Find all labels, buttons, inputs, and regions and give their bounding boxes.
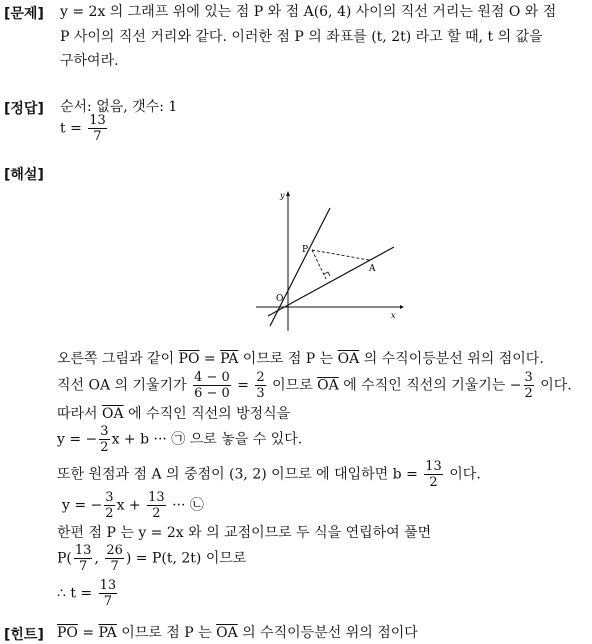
origin-label: O (276, 294, 284, 304)
denominator: 7 (103, 594, 113, 609)
answer-t-prefix: t = (60, 120, 82, 137)
numerator: 26 (106, 543, 123, 558)
solution-line-6 (62, 490, 204, 521)
answer-num: 13 (89, 113, 106, 128)
hint-label: [힌트] (4, 627, 44, 643)
line-oa (268, 247, 394, 316)
text: 오른쪽 그림과 같이 (57, 351, 175, 367)
text: 의 수직이등분선 위의 점이다 (242, 625, 418, 641)
segment-oa: $\overline{OA}$ (216, 625, 238, 641)
fraction (255, 370, 265, 401)
text: 에 수직인 직선의 기울기는 − (343, 377, 522, 394)
denominator: 2 (105, 506, 114, 521)
y-axis-label: y (280, 191, 285, 200)
text: , (94, 550, 99, 567)
text: P( (57, 550, 72, 567)
text: y = − (62, 497, 103, 514)
segment-po: $\overline{PO}$ (57, 625, 78, 641)
text: 에 수직인 직선의 방정식을 (128, 406, 291, 422)
text: 이다. (540, 377, 572, 394)
problem-label: [문제] (4, 6, 44, 22)
text: ∴ t = (57, 585, 93, 602)
text: 따라서 (57, 406, 98, 422)
y-axis-arrow (286, 191, 290, 196)
problem-line-3: 구하여라. (60, 53, 119, 69)
numerator: 4 − 0 (194, 370, 230, 385)
fraction (104, 490, 114, 521)
fraction (99, 424, 109, 455)
text: y = − (57, 431, 98, 448)
answer-den: 7 (93, 129, 102, 144)
denominator: 7 (110, 559, 119, 574)
right-angle-mark (324, 272, 330, 276)
fraction (193, 370, 231, 401)
denominator: 6 − 0 (194, 386, 230, 401)
numerator: 13 (148, 490, 165, 505)
numerator: 3 (524, 370, 533, 385)
text: 이므로 (272, 377, 313, 394)
text: 이므로 점 P 는 (121, 625, 212, 641)
text: ) = P(t, 2t) 이므로 (125, 550, 247, 567)
text: 이다. (449, 466, 481, 483)
text: x + b ··· ㉠ 으로 놓을 수 있다. (111, 431, 303, 448)
point-a-label: A (369, 264, 376, 274)
text: = (203, 351, 216, 367)
solution-line-9 (57, 578, 119, 609)
answer-value (60, 113, 109, 144)
text: 직선 OA 의 기울기가 (57, 377, 187, 394)
segment-pa: $\overline{PA}$ (220, 351, 239, 367)
perpendicular-bisector (312, 250, 326, 279)
solution-line-3 (57, 405, 290, 423)
text: 의 수직이등분선 위의 점이다. (363, 351, 544, 367)
solution-line-7: 한편 점 P 는 y = 2x 와 의 교점이므로 두 식을 연립하여 풀면 (57, 525, 432, 541)
segment-oa: $\overline{OA}$ (337, 351, 360, 367)
denominator: 3 (256, 386, 265, 401)
fraction (105, 543, 124, 574)
solution-line-2 (57, 370, 572, 401)
denominator: 2 (100, 440, 109, 455)
solution-line-8 (57, 543, 246, 574)
denominator: 7 (79, 559, 88, 574)
text: = (82, 625, 95, 641)
text: x + (116, 497, 141, 514)
x-axis-arrow (400, 305, 404, 309)
numerator: 2 (256, 370, 265, 385)
numerator: 3 (100, 424, 109, 439)
line-y-2x (270, 208, 330, 326)
text: 이므로 점 P 는 (242, 351, 334, 367)
coordinate-figure (248, 186, 408, 336)
solution-label: [해설] (4, 167, 44, 183)
hint-line (57, 624, 418, 642)
numerator: 13 (425, 459, 442, 474)
text: = (237, 377, 249, 394)
denominator: 2 (524, 386, 533, 401)
segment-pa: $\overline{PA}$ (98, 625, 117, 641)
x-axis-label: x (391, 311, 396, 320)
denominator: 2 (429, 475, 438, 490)
answer-label: [정답] (4, 101, 44, 117)
solution-line-4 (57, 424, 302, 455)
fraction (147, 490, 166, 521)
segment-oa: $\overline{OA}$ (317, 377, 339, 394)
solution-line-5 (57, 459, 481, 490)
problem-line-2: P 사이의 직선 거리와 같다. 이러한 점 P 의 좌표를 (t, 2t) 라고 할 때, t 의 값을 (60, 29, 543, 45)
fraction (424, 459, 443, 490)
numerator: 3 (105, 490, 114, 505)
point-p-label: P (302, 245, 309, 255)
denominator: 2 (152, 506, 161, 521)
text: 또한 원점과 점 A 의 중점이 (3, 2) 이므로 에 대입하면 b = (57, 466, 418, 483)
problem-line-1: y = 2x 의 그래프 위에 있는 점 P 와 점 A(6, 4) 사이의 직선 거리는 원점 O 와 점 (60, 4, 557, 20)
numerator: 13 (74, 543, 92, 558)
answer-fraction (88, 113, 107, 144)
answer-line-1: 순서: 없음, 갯수: 1 (60, 99, 178, 115)
segment-pa (312, 250, 369, 260)
solution-line-1 (57, 350, 544, 368)
segment-oa: $\overline{OA}$ (102, 406, 124, 422)
text: ··· ㉡ (172, 497, 204, 514)
fraction (524, 370, 534, 401)
fraction (99, 578, 118, 609)
numerator: 13 (99, 578, 117, 593)
fraction (74, 543, 93, 574)
segment-po: $\overline{PO}$ (178, 351, 200, 367)
